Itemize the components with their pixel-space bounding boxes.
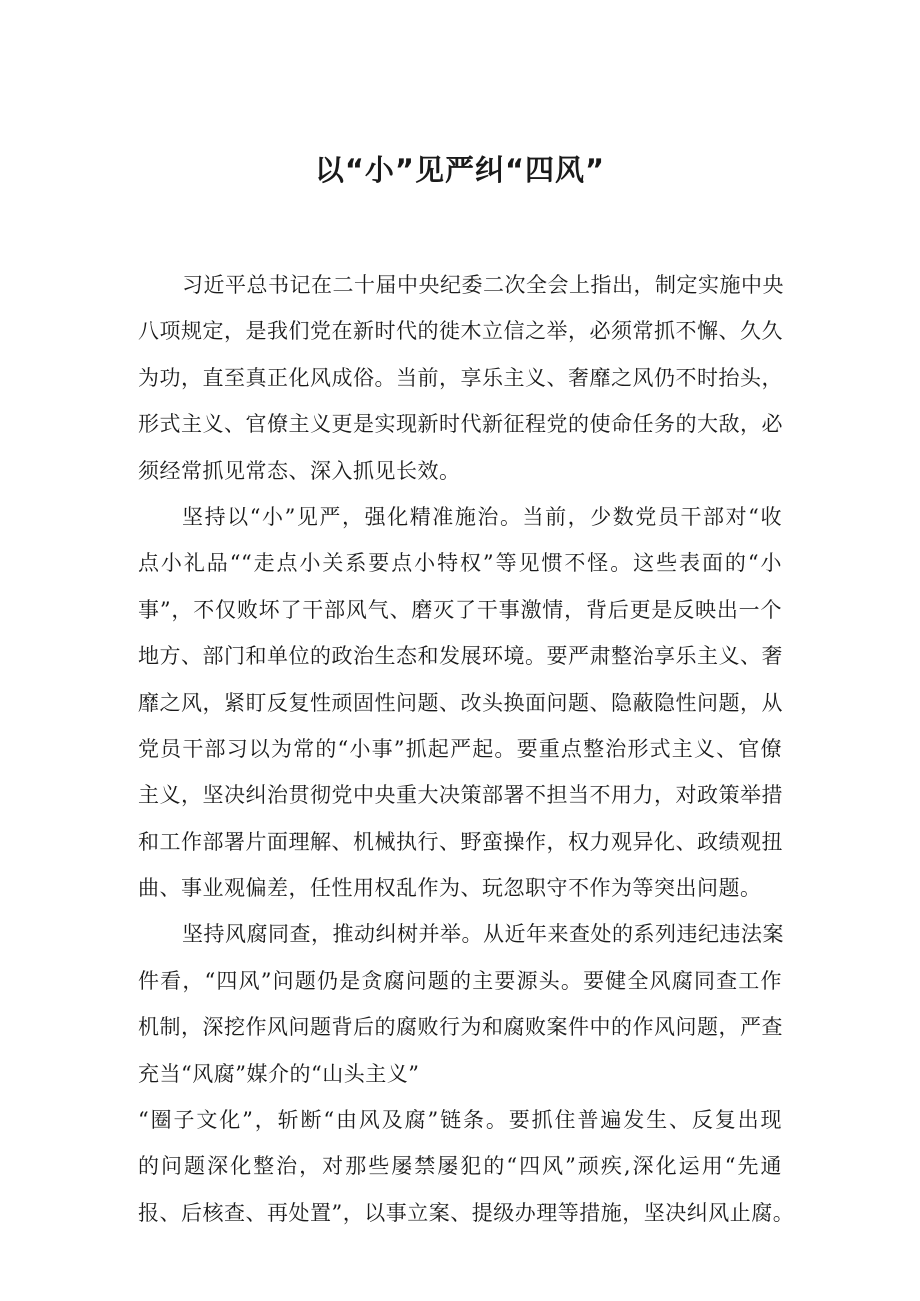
- body-line: 形式主义、官僚主义更是实现新时代新征程党的使命任务的大敌，必: [138, 412, 783, 437]
- body-line: 事”，不仅败坏了干部风气、磨灭了干事激情，背后更是反映出一个: [138, 597, 782, 622]
- body-line: 靡之风，紧盯反复性顽固性问题、改头换面问题、隐蔽隐性问题，从: [138, 690, 783, 715]
- body-line: “圈子文化”，斩断“由风及腐”链条。要抓住普遍发生、反复出现: [138, 1108, 782, 1133]
- body-line: 点小礼品““走点小关系要点小特权”等见惯不怪。这些表面的“小: [138, 551, 782, 576]
- body-line: 和工作部署片面理解、机械执行、野蛮操作，权力观异化、政绩观扭: [138, 829, 783, 854]
- body-line: 主义，坚决纠治贯彻党中央重大决策部署不担当不用力，对政策举措: [138, 783, 783, 808]
- body-line: 充当“风腐”媒介的“山头主义”: [138, 1061, 420, 1086]
- body-line: 曲、事业观偏差，任性用权乱作为、玩忽职守不作为等突出问题。: [138, 876, 762, 901]
- body-line: 为功，直至真正化风成俗。当前，享乐主义、奢靡之风仍不时抬头，: [138, 365, 783, 390]
- document-body: [138, 262, 795, 1236]
- body-line: 坚持风腐同查，推动纠树并举。从近年来查处的系列违纪违法案: [182, 922, 784, 947]
- body-line: 的问题深化整治，对那些屡禁屡犯的“四风”顽疾,深化运用“先通: [138, 1154, 782, 1179]
- body-line: 党员干部习以为常的“小事”抓起严起。要重点整治形式主义、官僚: [138, 736, 782, 761]
- document-title: 以“小”见严纠“四风”: [314, 153, 606, 187]
- body-line: 报、后核查、再处置”，以事立案、提级办理等措施，坚决纠风止腐。: [138, 1200, 795, 1225]
- body-line: 坚持以“小”见严，强化精准施治。当前，少数党员干部对“收: [182, 504, 782, 529]
- body-line: 须经常抓见常态、深入抓见长效。: [138, 458, 461, 483]
- body-line: 件看，“四风”问题仍是贪腐问题的主要源头。要健全风腐同查工作: [138, 968, 782, 993]
- body-line: 八项规定，是我们党在新时代的徙木立信之举，必须常抓不懈、久久: [138, 319, 783, 344]
- body-line: 习近平总书记在二十届中央纪委二次全会上指出，制定实施中央: [182, 273, 784, 297]
- body-line: 地方、部门和单位的政治生态和发展环境。要严肃整治享乐主义、奢: [138, 644, 783, 669]
- body-line: 机制，深挖作风问题背后的腐败行为和腐败案件中的作风问题，严查: [138, 1015, 783, 1040]
